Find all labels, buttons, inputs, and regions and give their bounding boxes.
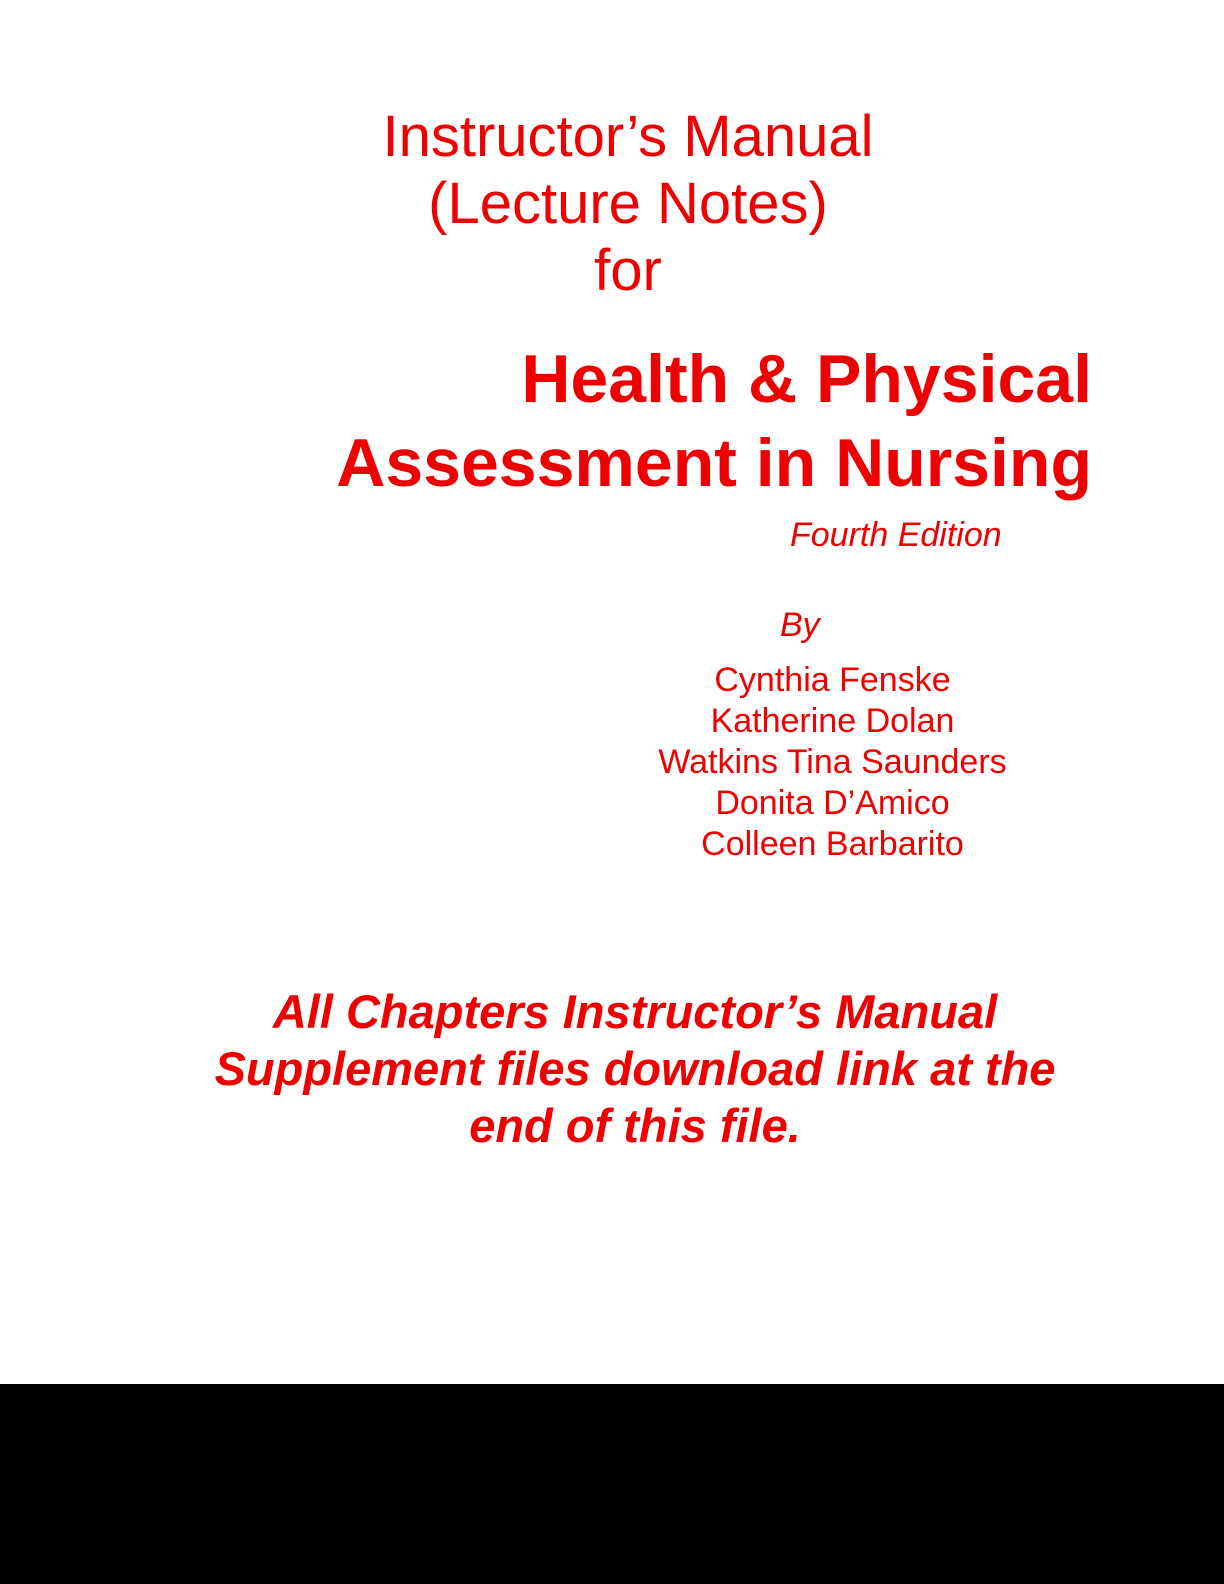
notice-line-1: All Chapters Instructor’s Manual bbox=[272, 985, 998, 1038]
author-name: Colleen Barbarito bbox=[701, 825, 964, 863]
header-line-manual: Instructor’s Manual bbox=[382, 104, 874, 169]
book-title-line-2: Assessment in Nursing bbox=[336, 425, 1092, 501]
manual-header bbox=[318, 103, 938, 304]
author-name: Watkins Tina Saunders bbox=[658, 743, 1007, 781]
footer-black-bar bbox=[0, 1384, 1224, 1584]
author-name: Cynthia Fenske bbox=[714, 661, 951, 699]
header-line-for: for bbox=[594, 238, 662, 303]
book-title bbox=[336, 337, 1092, 505]
notice-line-2: Supplement files download link at the bbox=[214, 1042, 1056, 1095]
author-name: Katherine Dolan bbox=[710, 702, 955, 740]
author-list bbox=[620, 660, 1045, 865]
byline-by: By bbox=[780, 606, 820, 644]
header-line-lecture-notes: (Lecture Notes) bbox=[428, 171, 828, 236]
download-notice bbox=[170, 983, 1100, 1154]
notice-line-3: end of this file. bbox=[469, 1099, 801, 1152]
book-title-line-1: Health & Physical bbox=[521, 341, 1092, 417]
book-edition: Fourth Edition bbox=[790, 516, 1002, 554]
author-name: Donita D’Amico bbox=[715, 784, 950, 822]
